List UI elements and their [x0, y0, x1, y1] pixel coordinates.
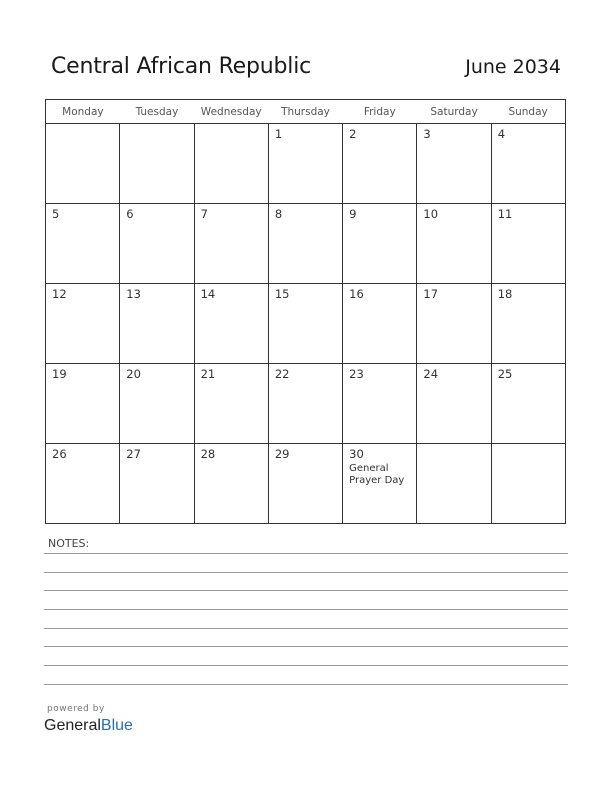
day-number: 21: [200, 367, 216, 381]
day-cell: [268, 284, 342, 364]
day-number: 8: [274, 207, 283, 221]
day-number: 20: [126, 367, 141, 381]
day-cell: [46, 444, 120, 524]
weekday-sunday: Sunday: [491, 100, 565, 124]
day-cell: [46, 204, 120, 284]
day-number: 15: [274, 287, 290, 301]
day-cell: [417, 444, 491, 524]
day-number: 23: [349, 367, 364, 381]
weekday-thursday: Thursday: [268, 100, 342, 124]
day-cell: [120, 124, 194, 204]
day-number: 24: [423, 367, 439, 381]
brand-blue-text: Blue: [100, 717, 133, 734]
day-number: 18: [497, 287, 513, 301]
day-number: 5: [52, 207, 60, 221]
day-number: 19: [52, 367, 67, 381]
week-row: [46, 284, 566, 364]
weekday-tuesday: Tuesday: [120, 100, 194, 124]
day-number: 28: [200, 447, 216, 461]
day-number: 10: [423, 207, 439, 221]
day-cell: [120, 364, 194, 444]
note-line: [44, 553, 568, 554]
day-cell: [120, 284, 194, 364]
day-cell: [268, 124, 342, 204]
day-cell: [491, 444, 565, 524]
day-cell: [417, 124, 491, 204]
day-cell: [491, 364, 565, 444]
day-cell: [491, 124, 565, 204]
day-number: 29: [274, 447, 290, 461]
day-cell: [194, 284, 268, 364]
day-cell: [194, 204, 268, 284]
day-cell: [343, 284, 417, 364]
generalblue-logo[interactable]: [44, 717, 133, 735]
day-number: 7: [200, 207, 208, 221]
weekday-header-row: [46, 100, 566, 124]
notes-label: NOTES:: [48, 537, 90, 550]
day-cell: [120, 204, 194, 284]
week-row: [46, 364, 566, 444]
calendar-grid: [45, 99, 566, 524]
day-number: 26: [52, 447, 67, 461]
day-number: 4: [497, 127, 506, 141]
day-cell: [343, 444, 417, 524]
month-label: June 2034: [465, 56, 561, 78]
day-number: 1: [274, 127, 283, 141]
weekday-wednesday: Wednesday: [194, 100, 268, 124]
note-line: [44, 665, 568, 666]
note-line: [44, 590, 568, 591]
day-cell: [417, 204, 491, 284]
day-cell: [194, 364, 268, 444]
day-cell: [343, 364, 417, 444]
day-number: 9: [349, 207, 357, 221]
day-number: 2: [349, 127, 357, 141]
day-cell: [268, 204, 342, 284]
day-cell: [268, 364, 342, 444]
day-cell: [343, 124, 417, 204]
day-number: 6: [126, 207, 134, 221]
day-cell: [343, 204, 417, 284]
day-cell: [194, 444, 268, 524]
day-cell: [417, 364, 491, 444]
note-line: [44, 628, 568, 629]
day-cell: [46, 284, 120, 364]
holiday-event: General Prayer Day: [349, 463, 405, 486]
day-number: 14: [200, 287, 216, 301]
day-number: 11: [497, 207, 513, 221]
powered-by-label: powered by: [47, 704, 105, 714]
note-line: [44, 646, 568, 647]
day-number: 17: [423, 287, 439, 301]
day-cell: [120, 444, 194, 524]
page-title: Central African Republic: [51, 54, 312, 79]
day-number: 13: [126, 287, 141, 301]
day-number: 25: [497, 367, 513, 381]
weekday-friday: Friday: [343, 100, 417, 124]
day-number: 30: [349, 447, 364, 461]
day-number: 12: [52, 287, 67, 301]
day-cell: [46, 124, 120, 204]
day-number: 22: [274, 367, 290, 381]
day-cell: [194, 124, 268, 204]
week-row: [46, 444, 566, 524]
week-row: [46, 204, 566, 284]
day-number: 27: [126, 447, 141, 461]
week-row: [46, 124, 566, 204]
brand-general-text: General: [44, 717, 101, 734]
day-cell: [46, 364, 120, 444]
note-line: [44, 572, 568, 573]
weekday-monday: Monday: [46, 100, 120, 124]
day-cell: [491, 204, 565, 284]
day-number: 16: [349, 287, 364, 301]
day-number: 3: [423, 127, 431, 141]
note-line: [44, 684, 568, 685]
day-cell: [268, 444, 342, 524]
note-line: [44, 609, 568, 610]
weekday-saturday: Saturday: [417, 100, 491, 124]
day-cell: [491, 284, 565, 364]
day-cell: [417, 284, 491, 364]
